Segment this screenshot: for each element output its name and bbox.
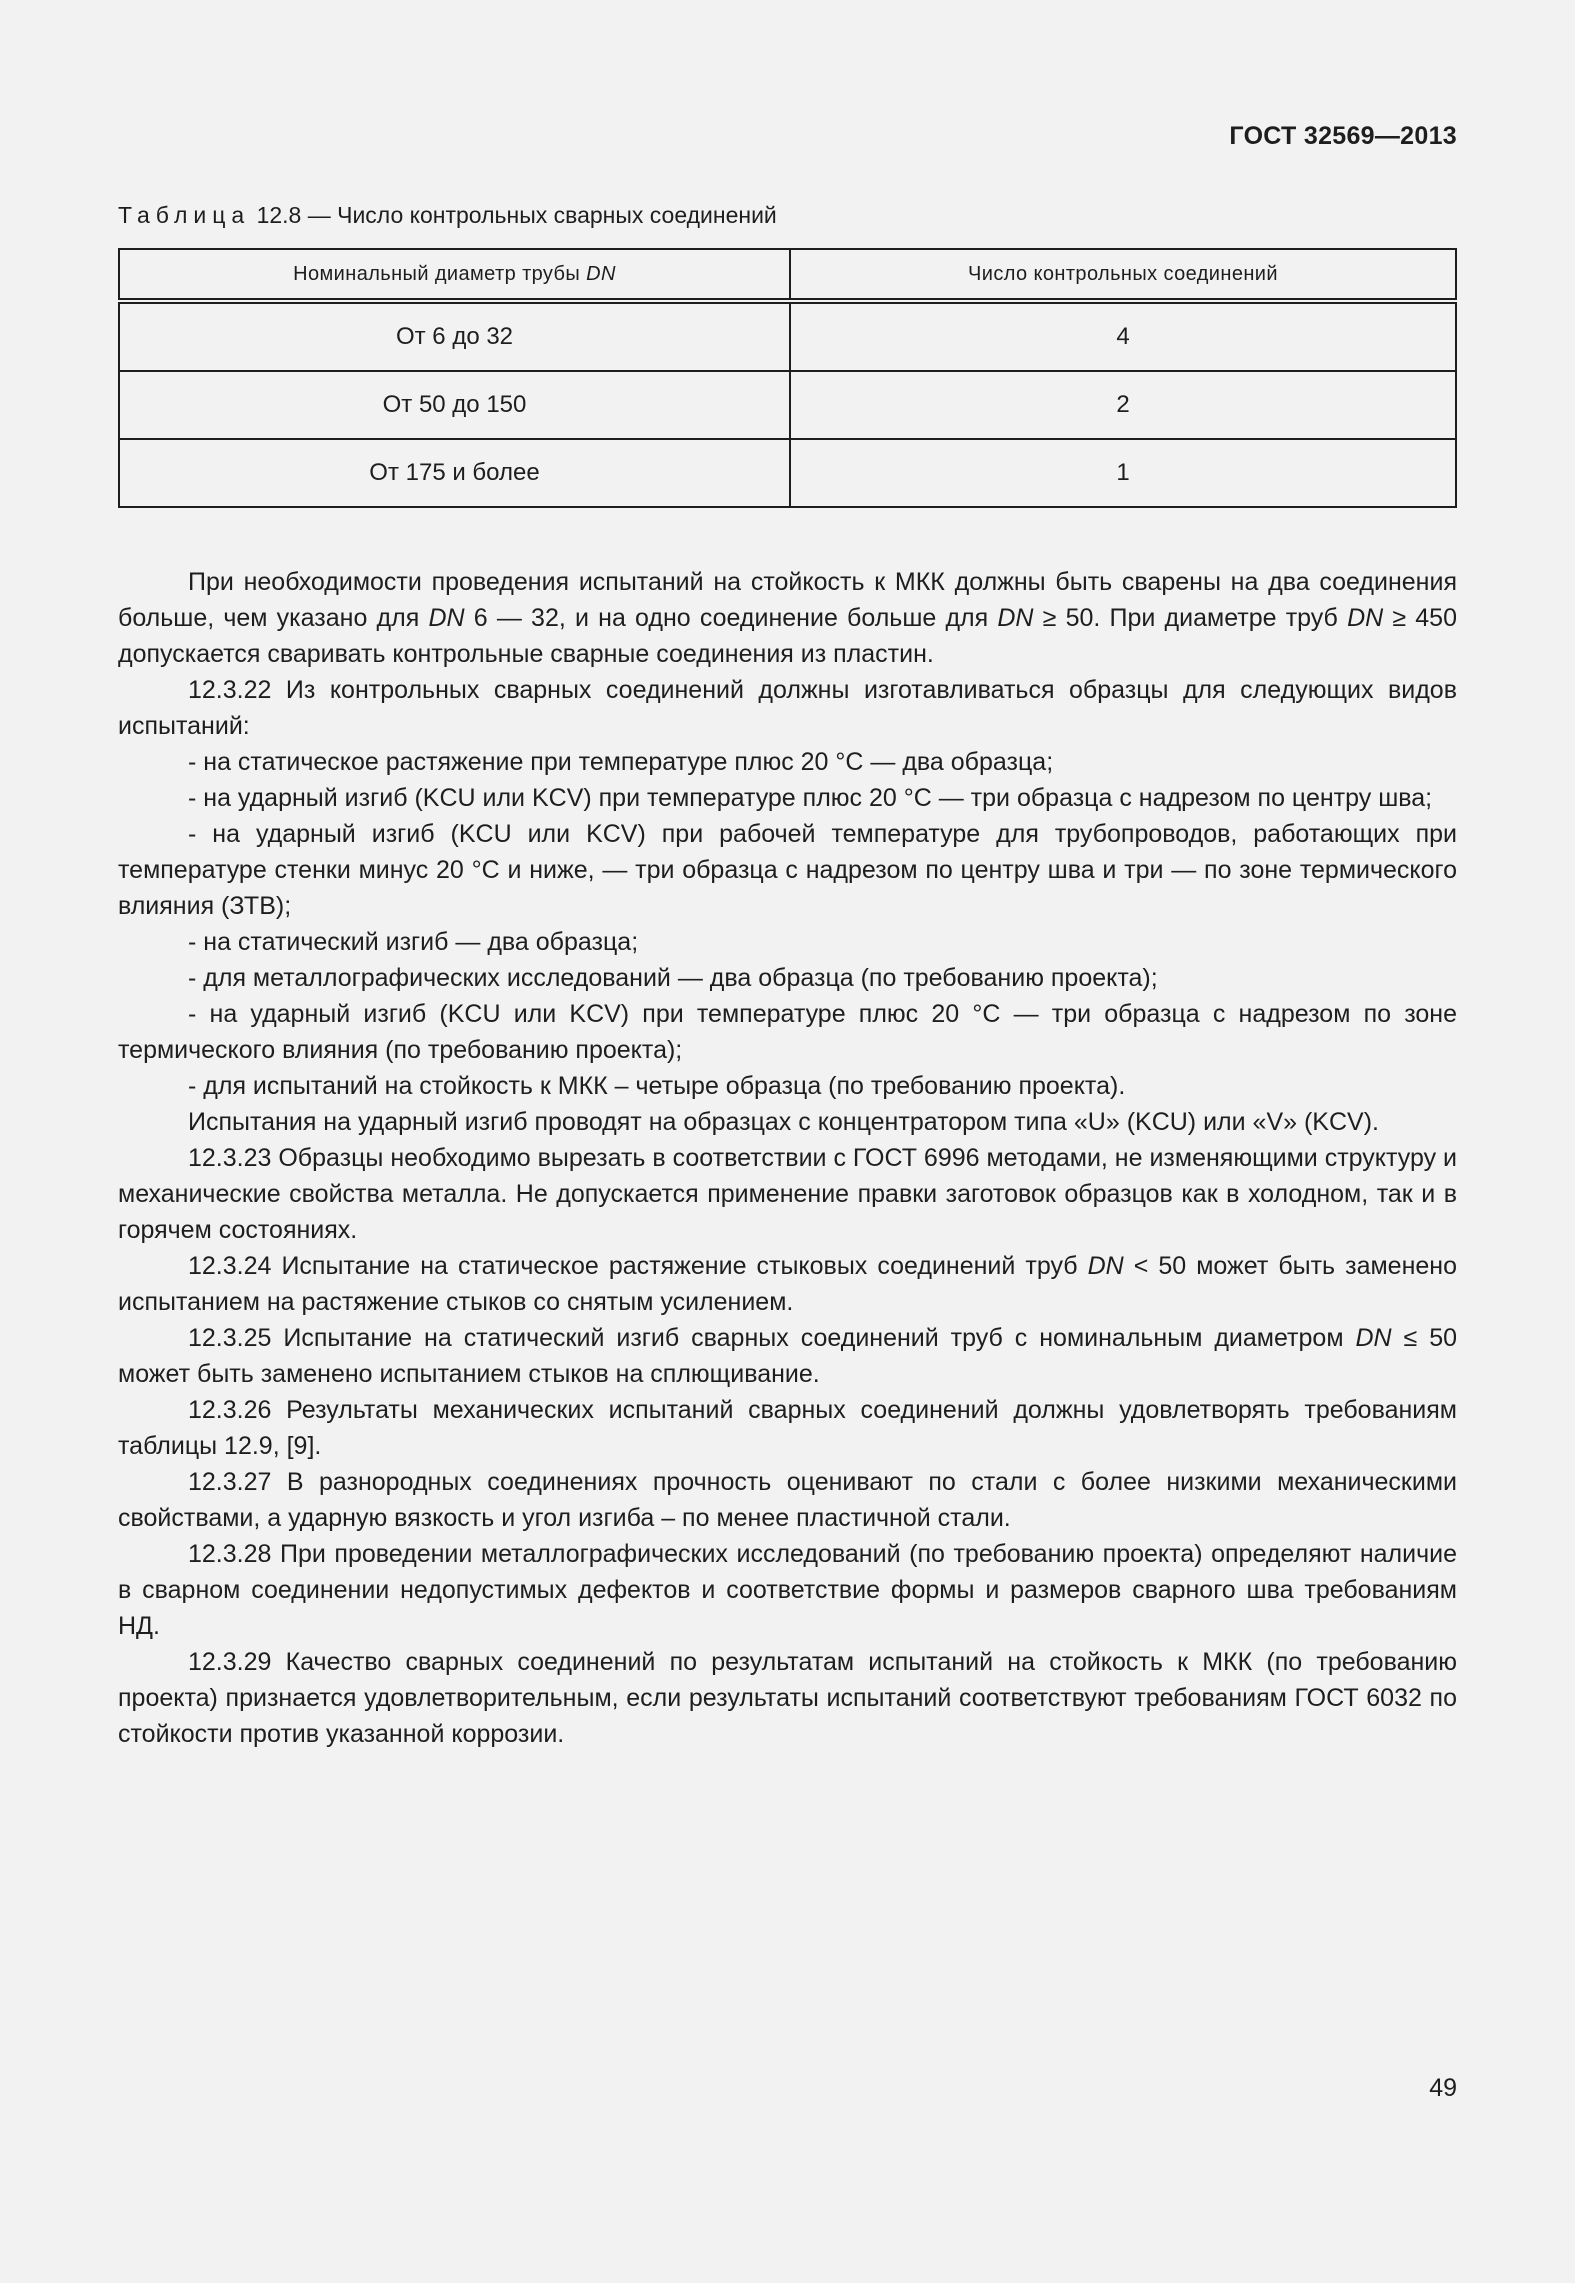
- table-caption: [118, 202, 777, 229]
- list-item: - на ударный изгиб (KCU или KCV) при рабочей температуре для трубопроводов, работающих при температуре стенки минус 20 °С и ниже, — три образца с надрезом по центру шва и три — по зоне термического влияния (ЗТВ);: [118, 820, 1457, 920]
- dn-designation: DN: [1355, 1324, 1392, 1352]
- table-cell: От 175 и более: [119, 439, 790, 507]
- paragraph: Испытания на ударный изгиб проводят на образцах с концентратором типа «U» (KCU) или «V» (KCV).: [188, 1108, 1379, 1136]
- list-item: - для испытаний на стойкость к МКК – четыре образца (по требованию проекта).: [188, 1072, 1126, 1100]
- document-id: ГОСТ 32569—2013: [1229, 122, 1457, 150]
- paragraph: 12.3.27 В разнородных соединениях прочность оценивают по стали с более низкими механическими свойствами, а ударную вязкость и угол изгиба – по менее пластичной стали.: [118, 1468, 1457, 1532]
- table-row: [119, 371, 1456, 439]
- dn-designation: DN: [1087, 1252, 1124, 1280]
- table-cell: От 6 до 32: [119, 301, 790, 371]
- paragraph: 12.3.26 Результаты механических испытаний сварных соединений должны удовлетворять требованиям таблицы 12.9, [9].: [118, 1396, 1457, 1460]
- paragraph: 12.3.22 Из контрольных сварных соединений должны изготавливаться образцы для следующих видов испытаний:: [118, 676, 1457, 740]
- body-text: [118, 564, 1457, 1752]
- paragraph: 12.3.25 Испытание на статический изгиб сварных соединений труб с номинальным диаметром DN ≤ 50 может быть заменено испытанием стыков на сплющивание.: [118, 1324, 1458, 1388]
- table-row: [119, 301, 1456, 371]
- list-item: - на статический изгиб — два образца;: [188, 928, 639, 956]
- page-number: 49: [1429, 2074, 1457, 2102]
- table-row: [119, 439, 1456, 507]
- table-cell: 4: [790, 301, 1456, 371]
- data-table: [118, 248, 1457, 508]
- dn-designation: DN: [1347, 604, 1384, 632]
- table-header-row: [119, 249, 1456, 301]
- table-cell: От 50 до 150: [119, 371, 790, 439]
- dn-designation: DN: [997, 604, 1034, 632]
- list-item: - на статическое растяжение при температуре плюс 20 °С — два образца;: [188, 748, 1054, 776]
- dn-designation: DN: [428, 604, 465, 632]
- paragraph: 12.3.28 При проведении металлографических исследований (по требованию проекта) определяют наличие в сварном соединении недопустимых дефектов и соответствие формы и размеров сварного шва требованиям НД.: [118, 1540, 1457, 1640]
- list-item: - на ударный изгиб (KCU или KCV) при температуре плюс 20 °С — три образца с надрезом по зоне термического влияния (по требованию проекта);: [118, 1000, 1457, 1064]
- column-header: Номинальный диаметр трубы DN: [119, 249, 790, 301]
- list-item: - на ударный изгиб (KCU или KCV) при температуре плюс 20 °С — три образца с надрезом по центру шва;: [188, 784, 1433, 812]
- table-cell: 1: [790, 439, 1456, 507]
- table-caption-text: 12.8 — Число контрольных сварных соединений: [250, 202, 777, 228]
- paragraph: 12.3.23 Образцы необходимо вырезать в соответствии с ГОСТ 6996 методами, не изменяющими структуру и механические свойства металла. Не допускается применение правки заготовок образцов как в холодном, так и в горячем состояниях.: [118, 1144, 1457, 1244]
- column-header: Число контрольных соединений: [790, 249, 1456, 301]
- paragraph: 12.3.24 Испытание на статическое растяжение стыковых соединений труб DN < 50 может быть заменено испытанием на растяжение стыков со снятым усилением.: [118, 1252, 1457, 1316]
- table-caption-label: Таблица: [118, 202, 251, 228]
- dn-designation: DN: [586, 262, 616, 285]
- list-item: - для металлографических исследований — два образца (по требованию проекта);: [188, 964, 1158, 992]
- paragraph: 12.3.29 Качество сварных соединений по результатам испытаний на стойкость к МКК (по требованию проекта) признается удовлетворительным, если результаты испытаний соответствуют требованиям ГОСТ 6032 по стойкости против указанной коррозии.: [118, 1648, 1457, 1748]
- paragraph: При необходимости проведения испытаний на стойкость к МКК должны быть сварены на два соединения больше, чем указано для DN 6 — 32, и на одно соединение больше для DN ≥ 50. При диаметре труб DN ≥ 450 допускается сваривать контрольные сварные соединения из пластин.: [118, 568, 1457, 668]
- table-cell: 2: [790, 371, 1456, 439]
